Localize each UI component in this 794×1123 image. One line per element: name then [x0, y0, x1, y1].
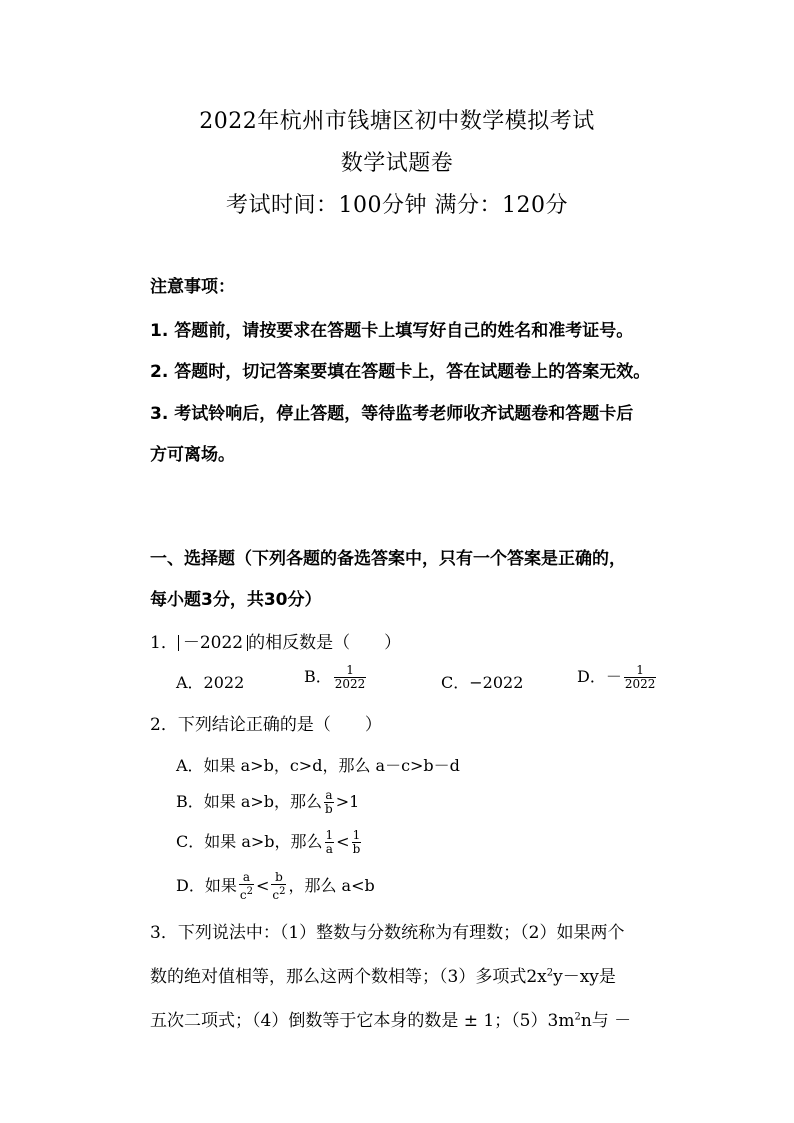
fraction: [271, 871, 286, 902]
question-text: 的相反数是（ ）: [248, 633, 402, 653]
fraction: [324, 789, 334, 816]
q2-option-c: [176, 829, 363, 856]
numerator: 1: [325, 828, 334, 842]
question-number: 1．: [150, 633, 178, 653]
section-heading-cont: 每小题3分，共30分）: [150, 590, 322, 610]
less-than-sign: <: [336, 832, 350, 851]
denominator-base: c: [272, 888, 280, 902]
option-text: B．如果 a>b，那么: [176, 792, 323, 811]
absolute-value-expr: －2022: [178, 635, 248, 651]
notice-heading: 注意事项：: [150, 277, 235, 297]
numerator: 1: [636, 663, 644, 677]
numerator: b: [275, 870, 283, 884]
exam-time-score: 考试时间：100分钟 满分：120分: [226, 193, 568, 218]
denominator: b: [325, 802, 333, 816]
question-1-stem: [150, 628, 401, 653]
fraction: [624, 664, 657, 691]
text: 数的绝对值相等，那么这两个数相等；（3）多项式2x: [150, 967, 547, 987]
fraction: [325, 829, 335, 856]
exponent: 2: [574, 1011, 581, 1023]
fraction: [239, 871, 254, 902]
q1-option-d: [577, 664, 658, 691]
denominator: 2022: [334, 677, 366, 691]
less-than-sign: <: [255, 876, 270, 895]
exponent: 2: [546, 967, 554, 979]
exponent: 2: [279, 886, 286, 897]
denominator: [239, 884, 254, 902]
q1-option-b: [304, 664, 368, 691]
text: y－xy是: [553, 967, 616, 987]
fraction: [352, 829, 362, 856]
q2-option-a: A．如果 a>b，c>d，那么 a－c>b－d: [176, 756, 460, 775]
question-3-line-1: 3．下列说法中：（1）整数与分数统称为有理数；（2）如果两个: [150, 923, 625, 943]
denominator: 2022: [624, 677, 656, 691]
denominator: b: [352, 842, 361, 856]
question-2-stem: 2．下列结论正确的是（ ）: [150, 715, 382, 735]
notice-item-3-cont: 方可离场。: [150, 445, 235, 465]
option-label: B．: [304, 667, 332, 686]
text: n与 －: [580, 1011, 632, 1031]
q1-option-a: A．2022: [176, 673, 245, 692]
option-text: C．如果 a>b，那么: [176, 832, 323, 851]
option-text: ，那么 a<b: [288, 876, 375, 895]
paper-subtitle: 数学试题卷: [340, 151, 454, 176]
option-text: >1: [335, 792, 360, 811]
numerator: a: [325, 788, 333, 802]
notice-item-1: 1. 答题前，请按要求在答题卡上填写好自己的姓名和准考证号。: [150, 321, 634, 341]
denominator: a: [325, 842, 333, 856]
fraction: [334, 664, 367, 691]
q2-option-b: [176, 789, 359, 816]
option-label: D．－: [577, 667, 622, 686]
exponent: 2: [246, 886, 253, 897]
q1-option-c: C．−2022: [441, 673, 524, 692]
denominator: [271, 884, 286, 902]
denominator-base: c: [239, 888, 247, 902]
notice-item-3: 3. 考试铃响后，停止答题，等待监考老师收齐试题卷和答题卡后: [150, 404, 634, 424]
numerator: 1: [346, 663, 354, 677]
option-text: D．如果: [176, 876, 237, 895]
question-3-line-2: [150, 962, 616, 987]
numerator: a: [242, 870, 250, 884]
notice-item-2: 2. 答题时，切记答案要填在答题卡上，答在试题卷上的答案无效。: [150, 362, 651, 382]
text: 五次二项式；（4）倒数等于它本身的数是 ± 1；（5）3m: [150, 1011, 575, 1031]
q2-option-d: [176, 871, 375, 902]
section-heading: 一、选择题（下列各题的备选答案中，只有一个答案是正确的，: [150, 549, 626, 569]
numerator: 1: [352, 828, 361, 842]
exam-title: 2022年杭州市钱塘区初中数学模拟考试: [199, 109, 595, 134]
question-3-line-3: [150, 1006, 631, 1031]
